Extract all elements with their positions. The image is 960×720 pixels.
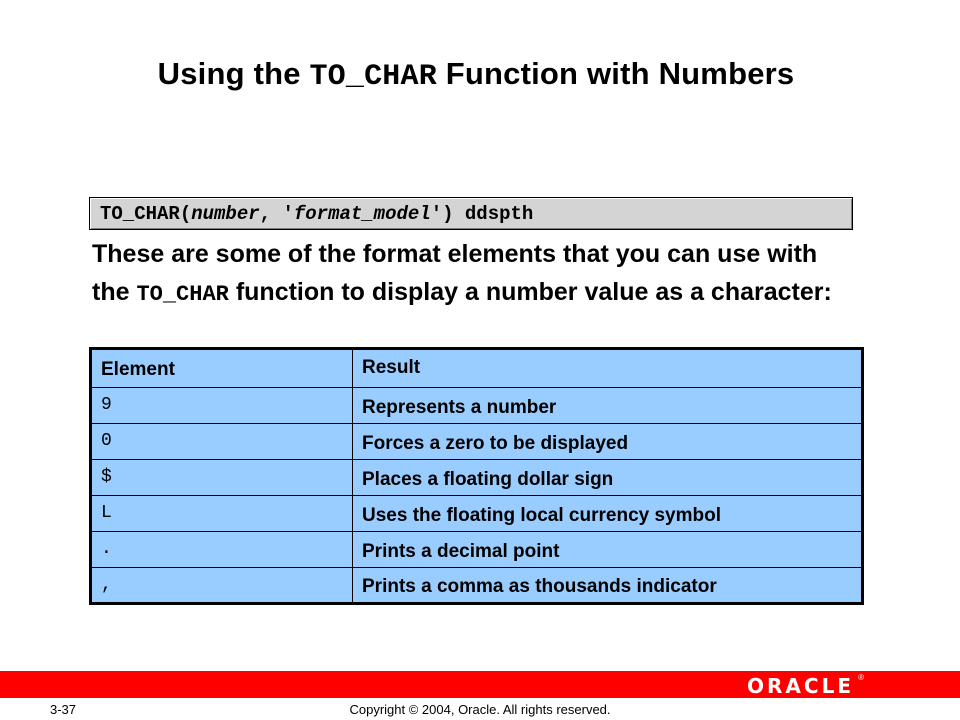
title-suffix: Function with Numbers: [436, 56, 795, 91]
element-cell: 9: [101, 395, 112, 415]
result-cell: Prints a decimal point: [353, 532, 863, 568]
title-prefix: Using the: [157, 56, 310, 91]
result-cell: Prints a comma as thousands indicator: [353, 568, 863, 604]
table-row: [91, 568, 863, 604]
format-elements-table: [89, 347, 864, 605]
table-row: [91, 424, 863, 460]
syntax-box: [89, 197, 853, 230]
intro-code: TO_CHAR: [136, 282, 229, 307]
oracle-logo: ORACLE: [747, 674, 854, 698]
result-cell: Uses the floating local currency symbol: [353, 496, 863, 532]
element-cell: .: [101, 539, 112, 559]
syntax-part2: , ': [259, 203, 294, 225]
intro-part1: These are some of the format elements that you can use with the: [92, 240, 818, 306]
footer-bar: [0, 671, 960, 698]
registered-mark: ®: [858, 673, 864, 682]
result-cell: Represents a number: [353, 388, 863, 424]
syntax-part1: TO_CHAR(: [100, 203, 192, 225]
header-element: Element: [91, 349, 353, 388]
intro-text: [92, 235, 852, 314]
header-result: Result: [353, 349, 863, 388]
table-row: [91, 496, 863, 532]
intro-part2: function to display a number value as a character:: [228, 278, 832, 306]
element-cell: 0: [101, 431, 112, 451]
table-row: [91, 460, 863, 496]
result-cell: Places a floating dollar sign: [353, 460, 863, 496]
table-row: [91, 388, 863, 424]
element-cell: $: [101, 467, 112, 487]
result-cell: Forces a zero to be displayed: [353, 424, 863, 460]
element-cell: L: [101, 503, 112, 523]
syntax-arg-format-model: format_model: [293, 203, 431, 225]
table-header-row: [91, 349, 863, 388]
element-cell: ,: [101, 575, 112, 595]
syntax-arg-number: number: [191, 203, 260, 225]
copyright-text: Copyright © 2004, Oracle. All rights reserved.: [349, 702, 611, 717]
title-code: TO_CHAR: [309, 60, 437, 94]
syntax-part3: ') ddspth: [430, 203, 534, 225]
slide-number: 3-37: [50, 702, 77, 717]
slide-title: [0, 56, 952, 94]
table-row: [91, 532, 863, 568]
